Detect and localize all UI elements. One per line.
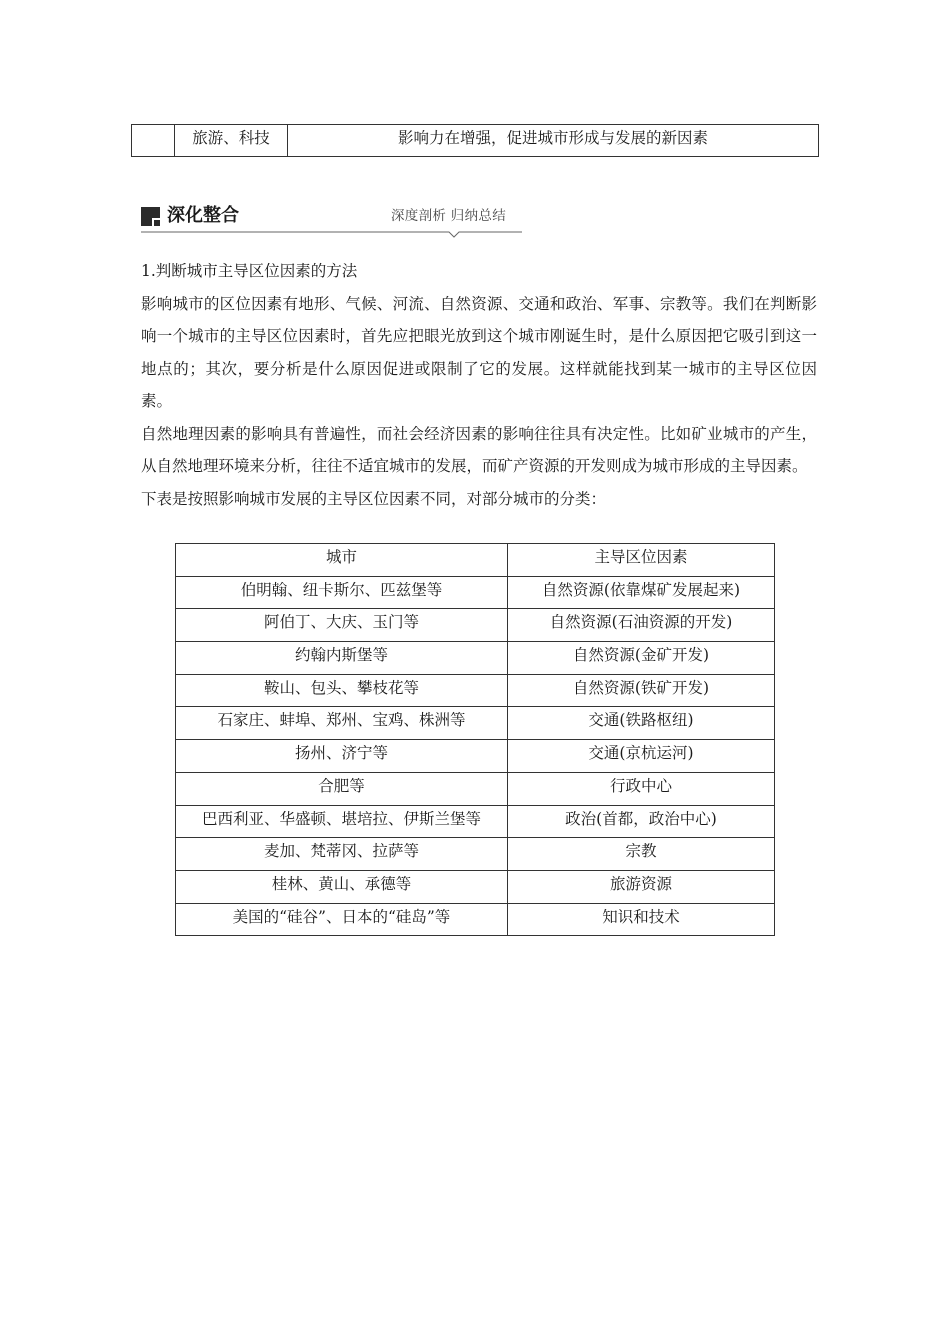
factor-cell: 自然资源(依靠煤矿发展起来) — [507, 576, 774, 609]
factor-cell: 宗教 — [507, 838, 774, 871]
city-cell: 鞍山、包头、攀枝花等 — [176, 674, 508, 707]
square-corner-icon — [141, 207, 160, 226]
city-cell: 麦加、梵蒂冈、拉萨等 — [176, 838, 508, 871]
header-divider — [141, 228, 522, 238]
city-cell: 约翰内斯堡等 — [176, 642, 508, 675]
city-cell: 桂林、黄山、承德等 — [176, 870, 508, 903]
section-subtitle: 深度剖析 归纳总结 — [391, 208, 506, 224]
table-row — [176, 609, 775, 642]
method-heading: 1.判断城市主导区位因素的方法 — [141, 262, 358, 280]
city-cell: 巴西利亚、华盛顿、堪培拉、伊斯兰堡等 — [176, 805, 508, 838]
factor-cell: 行政中心 — [507, 772, 774, 805]
header-city: 城市 — [176, 544, 508, 577]
city-cell: 扬州、济宁等 — [176, 740, 508, 773]
description-cell: 影响力在增强，促进城市形成与发展的新因素 — [288, 125, 819, 157]
table-intro: 下表是按照影响城市发展的主导区位因素不同，对部分城市的分类： — [141, 489, 607, 508]
factor-cell: 交通(京杭运河) — [507, 740, 774, 773]
factor-cell: 交通(铁路枢纽) — [507, 707, 774, 740]
city-cell: 石家庄、蚌埠、郑州、宝鸡、株洲等 — [176, 707, 508, 740]
body-text — [141, 255, 817, 515]
continuation-table — [131, 124, 819, 157]
factor-cell: 知识和技术 — [507, 903, 774, 936]
factor-cell: 旅游资源 — [507, 870, 774, 903]
table-row — [176, 576, 775, 609]
factor-cell: 自然资源(铁矿开发) — [507, 674, 774, 707]
header-factor: 主导区位因素 — [507, 544, 774, 577]
factor-cell: 自然资源(石油资源的开发) — [507, 609, 774, 642]
table-row — [176, 642, 775, 675]
paragraph: 自然地理因素的影响具有普遍性，而社会经济因素的影响往往具有决定性。比如矿业城市的产生，从自然地理环境来分析，往往不适宜城市的发展，而矿产资源的开发则成为城市形成的主导因素。 — [141, 424, 817, 475]
city-cell: 美国的“硅谷”、日本的“硅岛”等 — [176, 903, 508, 936]
table-row — [176, 838, 775, 871]
factor-cell: 政治(首都，政治中心) — [507, 805, 774, 838]
city-cell: 合肥等 — [176, 772, 508, 805]
city-classification-table — [175, 543, 775, 936]
table-row — [176, 707, 775, 740]
table-header-row — [176, 544, 775, 577]
table-row — [176, 870, 775, 903]
factor-cell: 自然资源(金矿开发) — [507, 642, 774, 675]
factor-cell: 旅游、科技 — [175, 125, 288, 157]
paragraph: 影响城市的区位因素有地形、气候、河流、自然资源、交通和政治、军事、宗教等。我们在判断影响一个城市的主导区位因素时，首先应把眼光放到这个城市刚诞生时，是什么原因把它吸引到这一地点的；其次，要分析是什么原因促进或限制了它的发展。这样就能找到某一城市的主导区位因素。 — [141, 294, 817, 410]
table-row — [176, 805, 775, 838]
section-title: 深化整合 — [167, 205, 239, 226]
city-cell: 伯明翰、纽卡斯尔、匹兹堡等 — [176, 576, 508, 609]
blank-cell — [132, 125, 175, 157]
table-row — [176, 772, 775, 805]
table-row — [176, 740, 775, 773]
section-header — [141, 204, 522, 236]
city-cell: 阿伯丁、大庆、玉门等 — [176, 609, 508, 642]
table-row — [176, 674, 775, 707]
table-row — [176, 903, 775, 936]
table-row — [132, 125, 819, 157]
